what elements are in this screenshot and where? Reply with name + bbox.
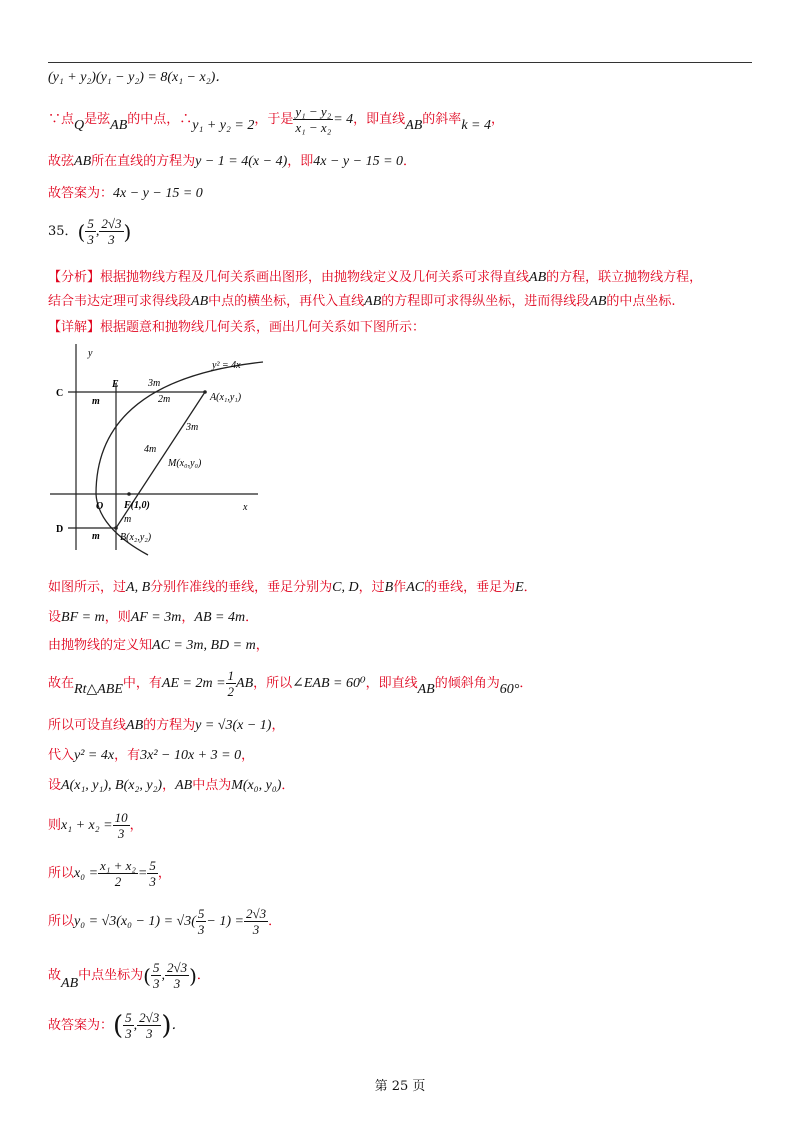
text: ， xyxy=(181,610,195,625)
text: 代入 xyxy=(48,748,75,763)
set-bf-line xyxy=(48,606,258,626)
fraction-5-3 xyxy=(147,858,158,889)
text-slope: 的斜率 xyxy=(422,112,462,127)
frac-den: 3 xyxy=(252,922,260,937)
math-AE: AE = 2m = xyxy=(161,676,226,691)
math-AB-points: A, B xyxy=(126,580,151,595)
fraction-x xyxy=(123,1010,134,1041)
text-answer-label: 故答案为： xyxy=(48,186,114,201)
label-D: D xyxy=(56,524,64,535)
paren-open: ( xyxy=(77,219,86,244)
midpoint-coords-line xyxy=(48,960,210,991)
math-AB: AB = 4m xyxy=(194,610,246,625)
text: 中点坐标为 xyxy=(78,968,144,983)
text-period: ． xyxy=(403,154,417,169)
frac-num: x₁ + x₂ xyxy=(100,858,136,873)
math-parabola: y² = 4x xyxy=(74,748,115,763)
fraction-slope xyxy=(293,104,333,135)
analysis-text: 的方程即可求得纵坐标，进而得线段 xyxy=(381,294,590,309)
comma: , xyxy=(161,968,165,983)
frac-num: 5 xyxy=(197,906,205,921)
text-chord: 故弦 xyxy=(48,154,75,169)
math-eq-4: = 4 xyxy=(333,112,354,127)
text-midpoint-therefore: 的中点，∴ xyxy=(127,112,193,127)
chord-equation-line xyxy=(48,150,416,170)
label-A: A(x₁,y₁) xyxy=(210,392,242,403)
frac-den: 3 xyxy=(87,232,94,247)
frac-num: 5 xyxy=(87,216,94,231)
analysis-text: 结合韦达定理可求得线段 xyxy=(48,294,192,309)
text: 设 xyxy=(48,610,62,625)
text: ，过 xyxy=(358,580,385,595)
frac-num: 5 xyxy=(152,960,160,975)
paren-close: ) xyxy=(123,219,132,244)
paren-close: ) xyxy=(161,1010,172,1041)
text: ，即直线 xyxy=(365,676,418,691)
frac-den: x₁ − x₂ xyxy=(295,120,332,135)
text: ． xyxy=(523,580,537,595)
text: ， xyxy=(255,638,269,653)
math-quadratic: 3x² − 10x + 3 = 0 xyxy=(140,748,242,763)
text-because-point: ∵点 xyxy=(48,112,75,127)
text: 分别作准线的垂线，垂足分别为 xyxy=(150,580,333,595)
fraction-x xyxy=(85,216,96,247)
math-AB: AB xyxy=(191,294,209,309)
equation-difference: (y₁ + y₂)(y₁ − y₂) = 8(x₁ − x₂)． xyxy=(48,70,230,85)
comma: , xyxy=(95,224,100,239)
math-k-4: k = 4 xyxy=(461,118,491,133)
detail-text: 【详解】根据题意和抛物线几何关系，画出几何关系如下图所示： xyxy=(48,320,426,335)
text: ，有 xyxy=(114,748,141,763)
paren-open: ( xyxy=(113,1010,124,1041)
fraction-y xyxy=(165,960,189,991)
label-3m-top: 3m xyxy=(148,378,161,389)
text: ， xyxy=(162,778,176,793)
final-answer-line xyxy=(48,1010,185,1041)
text-answer-label: 故答案为： xyxy=(48,1018,114,1033)
math-y-sum: y₁ + y₂ = 2 xyxy=(192,118,255,133)
fraction-y xyxy=(99,216,123,247)
analysis-text: 的中点坐标. xyxy=(606,294,676,309)
frac-den: 3 xyxy=(173,976,181,991)
math-eq: = xyxy=(137,866,148,881)
math-y0: y₀ = √3(x₀ − 1) = √3( xyxy=(74,914,196,929)
label-C: C xyxy=(56,388,64,399)
point-F xyxy=(127,492,131,496)
math-AB-coords: A(x₁, y₁), B(x₂, y₂) xyxy=(61,778,163,793)
text: 中，有 xyxy=(122,676,162,691)
math-M: M(x₀, y₀) xyxy=(231,778,282,793)
text: ，所以 xyxy=(253,676,293,691)
math-triangle: Rt△ABE xyxy=(74,682,123,697)
text: 的方程为 xyxy=(143,718,196,733)
equation-line-1 xyxy=(48,66,229,86)
substitute-line xyxy=(48,744,254,764)
label-4m: 4m xyxy=(144,444,157,455)
math-AB: AB xyxy=(175,778,193,793)
definition-line xyxy=(48,634,269,654)
math-AB: AB xyxy=(236,676,254,691)
text: 由抛物线的定义知 xyxy=(48,638,153,653)
text: ． xyxy=(196,968,210,983)
math-AB: AB xyxy=(529,270,547,285)
text: ，则 xyxy=(104,610,131,625)
math-Q: Q xyxy=(74,118,85,133)
text: ． xyxy=(245,610,259,625)
frac-num: 2√3 xyxy=(245,906,267,921)
vieta-line xyxy=(48,810,143,841)
analysis-text: 的方程，联立抛物线方程， xyxy=(546,270,703,285)
paren-open: ( xyxy=(143,963,151,988)
frac-num: 1 xyxy=(227,668,235,683)
text-ie: ，即 xyxy=(287,154,314,169)
text-line: ，即直线 xyxy=(353,112,406,127)
math-angle: ∠EAB = 60⁰ xyxy=(292,676,366,691)
x0-line xyxy=(48,858,171,889)
label-2m: 2m xyxy=(158,394,171,405)
frac-num: 2√3 xyxy=(101,216,122,231)
math-AC-BD: AC = 3m, BD = m xyxy=(152,638,256,653)
frac-num: 10 xyxy=(114,810,128,825)
math-CD: C, D xyxy=(332,580,359,595)
text: 所以 xyxy=(48,914,75,929)
question-35-answer xyxy=(48,216,131,247)
fraction-2sqrt3-3 xyxy=(244,906,268,937)
frac-den: 2 xyxy=(114,874,122,889)
math-line-eq: y = √3(x − 1) xyxy=(195,718,272,733)
parabola-upper xyxy=(96,362,263,494)
text: ， xyxy=(241,748,255,763)
set-points-line xyxy=(48,774,294,794)
label-3m-side: 3m xyxy=(186,422,199,433)
text: 的倾斜角为 xyxy=(434,676,500,691)
math-AB: AB xyxy=(74,154,92,169)
label-B: B(x₂,y₂) xyxy=(120,532,152,543)
frac-den: 3 xyxy=(197,922,205,937)
math-x0: x₀ = xyxy=(74,866,99,881)
text: 所以 xyxy=(48,866,75,881)
text: ． xyxy=(519,676,533,691)
label-y: y xyxy=(88,348,93,359)
label-O: O xyxy=(96,501,104,512)
triangle-line xyxy=(48,668,532,699)
detail-heading xyxy=(48,316,425,335)
analysis-text: 【分析】根据抛物线方程及几何关系画出图形，由抛物线定义及几何关系可求得直线 xyxy=(48,270,530,285)
line-equation xyxy=(48,714,285,734)
math-AF: AF = 3m xyxy=(130,610,182,625)
parabola-figure xyxy=(48,340,268,562)
label-M: M(x₀,y₀) xyxy=(168,458,202,469)
page-footer: 第 25 页 xyxy=(374,1079,426,1094)
fraction-y xyxy=(137,1010,161,1041)
math-AB: AB xyxy=(364,294,382,309)
label-E: E xyxy=(112,379,119,390)
text: 中点为 xyxy=(192,778,232,793)
point-A xyxy=(203,390,207,394)
text: ， xyxy=(271,718,285,733)
comma: , xyxy=(133,1018,138,1033)
label-F: F(1,0) xyxy=(124,500,150,511)
text: ． xyxy=(268,914,282,929)
fraction-x xyxy=(151,960,162,991)
label-curve: y² = 4x xyxy=(212,360,241,371)
text: 则 xyxy=(48,818,62,833)
text: 设 xyxy=(48,778,62,793)
math-answer: 4x − y − 15 = 0 xyxy=(113,186,203,201)
header-rule xyxy=(48,62,752,63)
label-m-CE: m xyxy=(92,396,100,407)
math-AB: AB xyxy=(405,118,423,133)
label-m-DB: m xyxy=(92,531,100,542)
math-AC: AC xyxy=(406,580,425,595)
math-point-slope: y − 1 = 4(x − 4) xyxy=(195,154,288,169)
text: 故在 xyxy=(48,676,75,691)
math-x-sum: x₁ + x₂ = xyxy=(61,818,113,833)
paren-close: ) xyxy=(189,963,197,988)
text: ， xyxy=(129,818,143,833)
frac-den: 3 xyxy=(125,1026,132,1041)
fraction-5-3 xyxy=(196,906,207,937)
text: 的垂线，垂足为 xyxy=(424,580,516,595)
point-B xyxy=(114,526,118,530)
math-AB: AB xyxy=(110,118,128,133)
math-AB: AB xyxy=(417,682,435,697)
frac-num: y₁ − y₂ xyxy=(295,104,332,119)
math-BF: BF = m xyxy=(61,610,105,625)
math-AB: AB xyxy=(589,294,607,309)
fraction-half xyxy=(226,668,237,699)
text: ． xyxy=(281,778,295,793)
text: 如图所示，过 xyxy=(48,580,127,595)
fraction-10-3 xyxy=(113,810,130,841)
frac-den: 3 xyxy=(152,976,160,991)
frac-den: 3 xyxy=(108,232,115,247)
text-comma: ， xyxy=(490,112,504,127)
frac-den: 2 xyxy=(227,684,235,699)
label-m-BF: m xyxy=(124,514,132,525)
frac-num: 5 xyxy=(149,858,156,873)
math-E: E xyxy=(515,580,524,595)
text: 作 xyxy=(393,580,407,595)
math-60deg: 60° xyxy=(499,682,520,697)
math-AB: AB xyxy=(126,718,144,733)
frac-den: 3 xyxy=(117,826,125,841)
y0-line xyxy=(48,906,281,937)
math-general-form: 4x − y − 15 = 0 xyxy=(313,154,404,169)
fraction-x-avg xyxy=(98,858,138,889)
analysis-text: 中点的横坐标，再代入直线 xyxy=(208,294,365,309)
text-thus: ，于是 xyxy=(254,112,294,127)
frac-num: 2√3 xyxy=(166,960,188,975)
perpendicular-line xyxy=(48,576,537,596)
text-period: ． xyxy=(171,1018,186,1033)
text: 故 xyxy=(48,968,62,983)
text-equation-is: 所在直线的方程为 xyxy=(91,154,196,169)
question-number: 35． xyxy=(48,224,78,239)
text: ， xyxy=(157,866,171,881)
math-B: B xyxy=(384,580,394,595)
analysis-line-1 xyxy=(48,266,702,286)
analysis-line-2 xyxy=(48,290,676,310)
frac-num: 2√3 xyxy=(139,1010,160,1025)
frac-den: 3 xyxy=(149,874,156,889)
label-x: x xyxy=(243,502,248,513)
text: 所以可设直线 xyxy=(48,718,127,733)
text-is-chord: 是弦 xyxy=(84,112,111,127)
math-minus-one: − 1) = xyxy=(206,914,244,929)
answer-line-34 xyxy=(48,182,203,202)
math-AB: AB xyxy=(61,976,79,991)
frac-den: 3 xyxy=(145,1026,153,1041)
frac-num: 5 xyxy=(125,1010,132,1025)
midpoint-slope-line xyxy=(48,104,504,135)
